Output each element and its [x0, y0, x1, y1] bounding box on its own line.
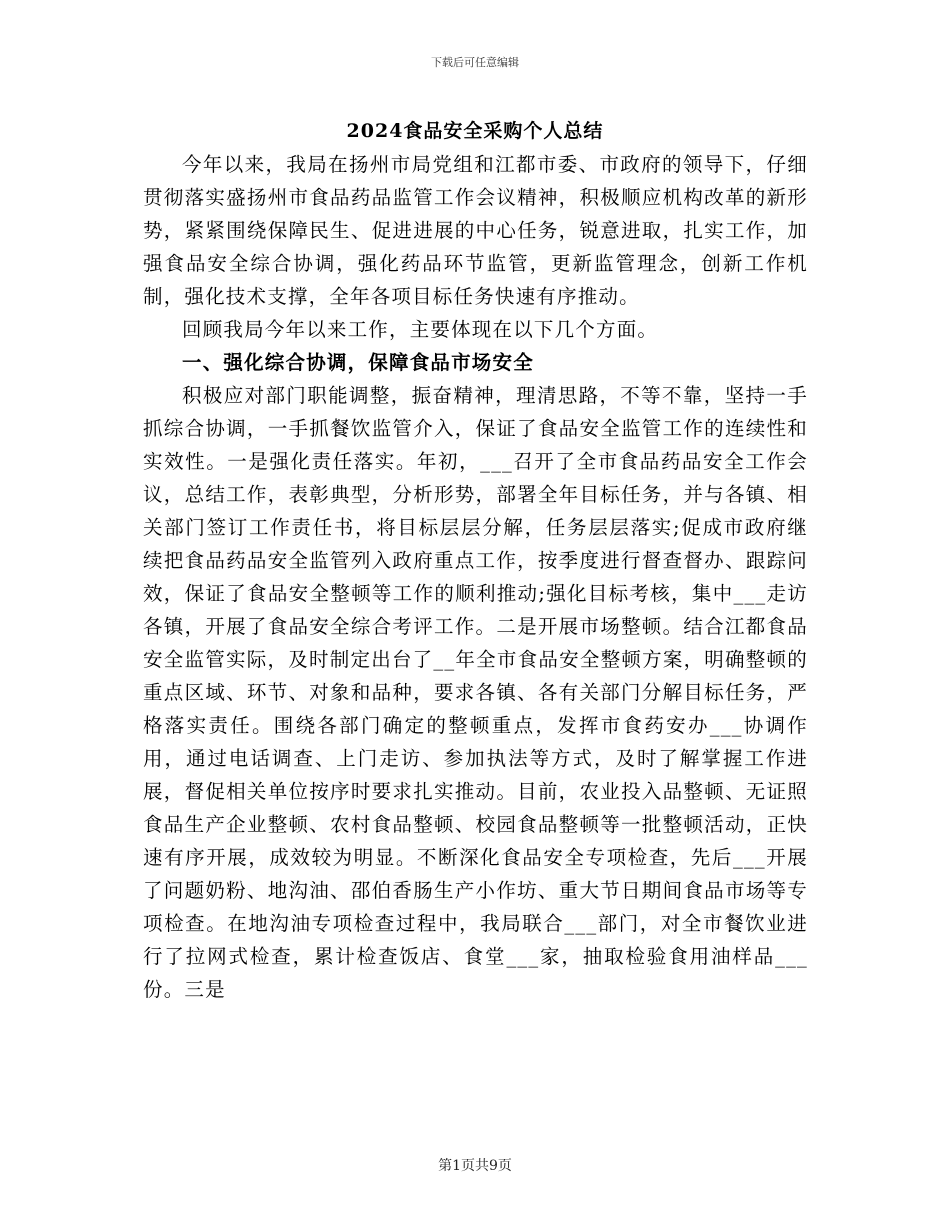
intro-paragraph: 今年以来，我局在扬州市局党组和江都市委、市政府的领导下，仔细贯彻落实盛扬州市食品药品监管工作会议精神，积极顺应机构改革的新形势，紧紧围绕保障民生、促进进展的中心任务，锐意进取，扎实工作，加强食品安全综合协调，强化药品环节监管，更新监管理念，创新工作机制，强化技术支撑，全年各项目标任务快速有序推动。 [143, 153, 808, 308]
header-note: 下载后可任意编辑 [431, 56, 519, 69]
review-paragraph: 回顾我局今年以来工作，主要体现在以下几个方面。 [182, 318, 659, 341]
document-body [143, 148, 808, 1006]
section-paragraph: 积极应对部门职能调整，振奋精神，理清思路，不等不靠，坚持一手抓综合协调，一手抓餐饮监管介入，保证了食品安全监管工作的连续性和实效性。一是强化责任落实。年初，___召开了全市食品药品安全工作会议，总结工作，表彰典型，分析形势，部署全年目标任务，并与各镇、相关部门签订工作责任书，将目标层层分解，任务层层落实;促成市政府继续把食品药品安全监管列入政府重点工作，按季度进行督查督办、跟踪问效，保证了食品安全整顿等工作的顺利推动;强化目标考核，集中___走访各镇，开展了食品安全综合考评工作。二是开展市场整顿。结合江都食品安全监管实际，及时制定出台了__年全市食品安全整顿方案，明确整顿的重点区域、环节、对象和品种，要求各镇、各有关部门分解目标任务，严格落实责任。围绕各部门确定的整顿重点，发挥市食药安办___协调作用，通过电话调查、上门走访、参加执法等方式，及时了解掌握工作进展，督促相关单位按序时要求扎实推动。目前，农业投入品整顿、无证照食品生产企业整顿、农村食品整顿、校园食品整顿等一批整顿活动，正快速有序开展，成效较为明显。不断深化食品安全专项检查，先后___开展了问题奶粉、地沟油、邵伯香肠生产小作坊、重大节日期间食品市场等专项检查。在地沟油专项检查过程中，我局联合___部门，对全市餐饮业进行了拉网式检查，累计检查饭店、食堂___家，抽取检验食用油样品___份。三是 [143, 384, 808, 1001]
page-footer: 第1页共9页 [438, 1158, 512, 1174]
section-heading: 一、强化综合协调，保障食品市场安全 [182, 351, 534, 374]
document-title: 2024食品安全采购个人总结 [346, 120, 604, 142]
